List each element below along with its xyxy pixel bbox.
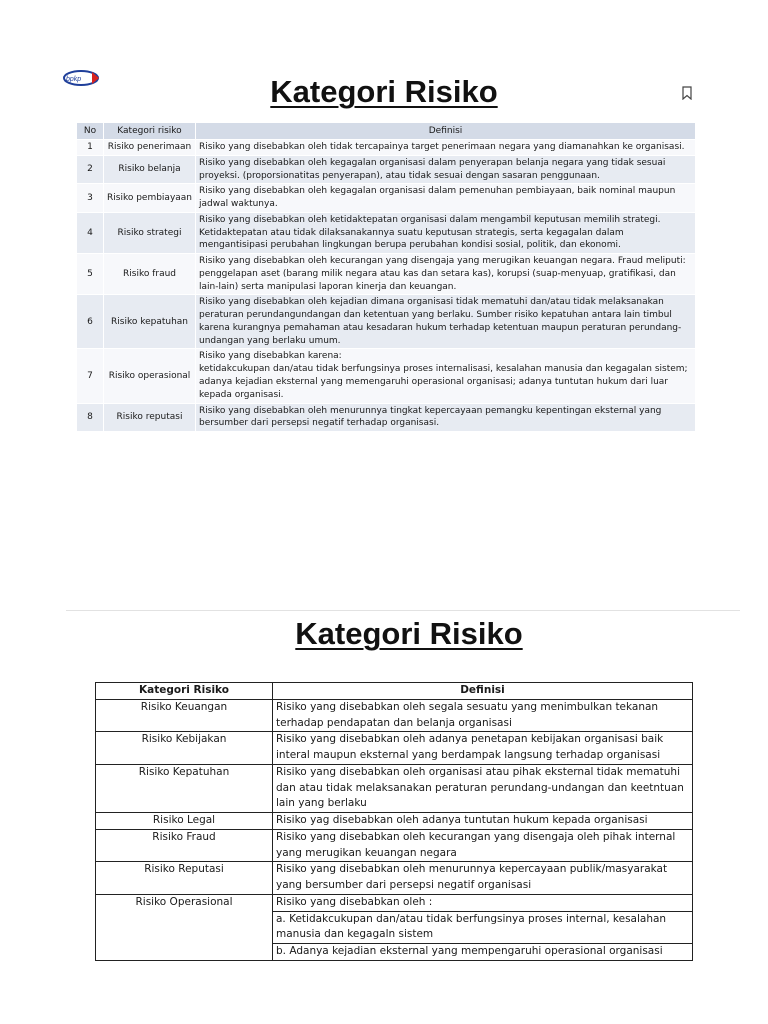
row-category: Risiko kepatuhan bbox=[104, 295, 196, 349]
row-category: Risiko penerimaan bbox=[104, 140, 196, 156]
row-number: 4 bbox=[77, 212, 104, 253]
slide-title: Kategori Risiko bbox=[270, 74, 498, 109]
slide-divider bbox=[66, 610, 740, 611]
table-row bbox=[77, 212, 696, 253]
row-category: Risiko strategi bbox=[104, 212, 196, 253]
row-definition: Risiko yang disebabkan oleh adanya penetapan kebijakan organisasi baik interal maupun eksternal yang berdampak langsung terhadap organisasi bbox=[273, 732, 693, 765]
row-definition: Risiko yang disebabkan oleh kegagalan organisasi dalam penyerapan belanja negara yang tidak sesuai proyeksi. (proporsionatitas penyerapan), atau tidak sesuai dengan sasaran penggunaan. bbox=[196, 155, 696, 184]
header-definisi: Definisi bbox=[273, 683, 693, 700]
row-definition: Risiko yang disebabkan oleh tidak tercapainya target penerimaan negara yang diamanahkan ke organisasi. bbox=[196, 140, 696, 156]
row-number: 8 bbox=[77, 403, 104, 432]
table-row bbox=[96, 894, 693, 960]
row-category: Risiko Operasional bbox=[96, 894, 273, 960]
row-category: Risiko reputasi bbox=[104, 403, 196, 432]
bookmark-icon[interactable] bbox=[681, 86, 693, 100]
row-number: 7 bbox=[77, 349, 104, 403]
header-kategori: Kategori risiko bbox=[104, 123, 196, 140]
risk-category-table-2 bbox=[95, 682, 693, 961]
row-definition: Risiko yag disebabkan oleh adanya tuntutan hukum kepada organisasi bbox=[273, 813, 693, 830]
row-definition: Risiko yang disebabkan oleh menurunnya tingkat kepercayaan pemangku kepentingan eksternal yang bersumber dari persepsi negatif terhadap organisasi. bbox=[196, 403, 696, 432]
row-definition: Risiko yang disebabkan oleh ketidaktepatan organisasi dalam mengambil keputusan memilih strategi. Ketidaktepatan atau tidak dilaksanakannya suatu keputusan strategis, serta kegagalan dalam mengantisipasi perubahan lingkungan berupa perubahan kondisi sosial, politik, dan ekonomi. bbox=[196, 212, 696, 253]
row-definition: Risiko yang disebabkan oleh segala sesuatu yang menimbulkan tekanan terhadap pendapatan dan belanja organisasi bbox=[273, 699, 693, 732]
table-header-row bbox=[77, 123, 696, 140]
table-row bbox=[96, 829, 693, 862]
table-row bbox=[96, 764, 693, 812]
row-category: Risiko pembiayaan bbox=[104, 184, 196, 213]
table-row bbox=[96, 699, 693, 732]
row-category: Risiko Keuangan bbox=[96, 699, 273, 732]
row-number: 5 bbox=[77, 254, 104, 295]
row-definition: Risiko yang disebabkan oleh kejadian dimana organisasi tidak mematuhi dan/atau tidak melaksanakan peraturan perundangundangan dan ketentuan yang berlaku. Sumber risiko kepatuhan antara lain timbul karena kurangnya pemahaman atau kesadaran hukum terhadap ketentuan maupun peraturan perundang-undangan yang berlaku umum. bbox=[196, 295, 696, 349]
table-row bbox=[77, 155, 696, 184]
row-category: Risiko operasional bbox=[104, 349, 196, 403]
risk-category-table bbox=[77, 123, 696, 432]
slide-top bbox=[0, 0, 768, 500]
row-definition: Risiko yang disebabkan karena: ketidakcukupan dan/atau tidak berfungsinya proses internalisasi, kesalahan manusia dan kegagalan sistem; adanya kejadian eksternal yang memengaruhi operasional organisasi; adanya tuntutan hukum dari luar kepada organisasi. bbox=[196, 349, 696, 403]
row-category: Risiko Reputasi bbox=[96, 862, 273, 895]
table-row bbox=[77, 403, 696, 432]
row-number: 1 bbox=[77, 140, 104, 156]
slide-title-2: Kategori Risiko bbox=[295, 616, 523, 651]
definition-point-b: b. Adanya kejadian eksternal yang mempengaruhi operasional organisasi bbox=[273, 943, 692, 960]
row-category: Risiko Kebijakan bbox=[96, 732, 273, 765]
row-category: Risiko Legal bbox=[96, 813, 273, 830]
row-category: Risiko fraud bbox=[104, 254, 196, 295]
table-row bbox=[96, 862, 693, 895]
table-row bbox=[77, 140, 696, 156]
row-definition: Risiko yang disebabkan oleh kecurangan yang disengaja yang merugikan keuangan negara. Fraud meliputi: penggelapan aset (barang milik negara atau kas dan setara kas), korupsi (suap-menyuap, gratifikasi, dan lain-lain) serta manipulasi laporan kinerja dan keuangan. bbox=[196, 254, 696, 295]
header-kategori: Kategori Risiko bbox=[96, 683, 273, 700]
svg-text:bpkp: bpkp bbox=[66, 76, 82, 83]
row-category: Risiko Kepatuhan bbox=[96, 764, 273, 812]
table-row bbox=[96, 732, 693, 765]
row-definition: Risiko yang disebabkan oleh kecurangan yang disengaja oleh pihak internal yang merugikan keuangan negara bbox=[273, 829, 693, 862]
definition-point-a: a. Ketidakcukupan dan/atau tidak berfungsinya proses internal, kesalahan manusia dan kegagaln sistem bbox=[273, 911, 692, 944]
table-row bbox=[77, 349, 696, 403]
row-category: Risiko Fraud bbox=[96, 829, 273, 862]
table-row bbox=[77, 184, 696, 213]
row-category: Risiko belanja bbox=[104, 155, 196, 184]
table-row bbox=[96, 813, 693, 830]
row-definition: Risiko yang disebabkan oleh menurunnya kepercayaan publik/masyarakat yang bersumber dari persepsi negatif organisasi bbox=[273, 862, 693, 895]
header-no: No bbox=[77, 123, 104, 140]
table-header-row bbox=[96, 683, 693, 700]
row-number: 6 bbox=[77, 295, 104, 349]
definition-intro: Risiko yang disebabkan oleh : bbox=[276, 895, 433, 908]
row-number: 3 bbox=[77, 184, 104, 213]
header-definisi: Definisi bbox=[196, 123, 696, 140]
row-definition: Risiko yang disebabkan oleh kegagalan organisasi dalam pemenuhan pembiayaan, baik nominal maupun jadwal waktunya. bbox=[196, 184, 696, 213]
row-definition-operasional bbox=[273, 894, 693, 960]
table-row bbox=[77, 254, 696, 295]
row-number: 2 bbox=[77, 155, 104, 184]
table-row bbox=[77, 295, 696, 349]
row-definition: Risiko yang disebabkan oleh organisasi atau pihak eksternal tidak mematuhi dan atau tidak melaksanakan peraturan perundang-undangan dan keetntuan lain yang berlaku bbox=[273, 764, 693, 812]
